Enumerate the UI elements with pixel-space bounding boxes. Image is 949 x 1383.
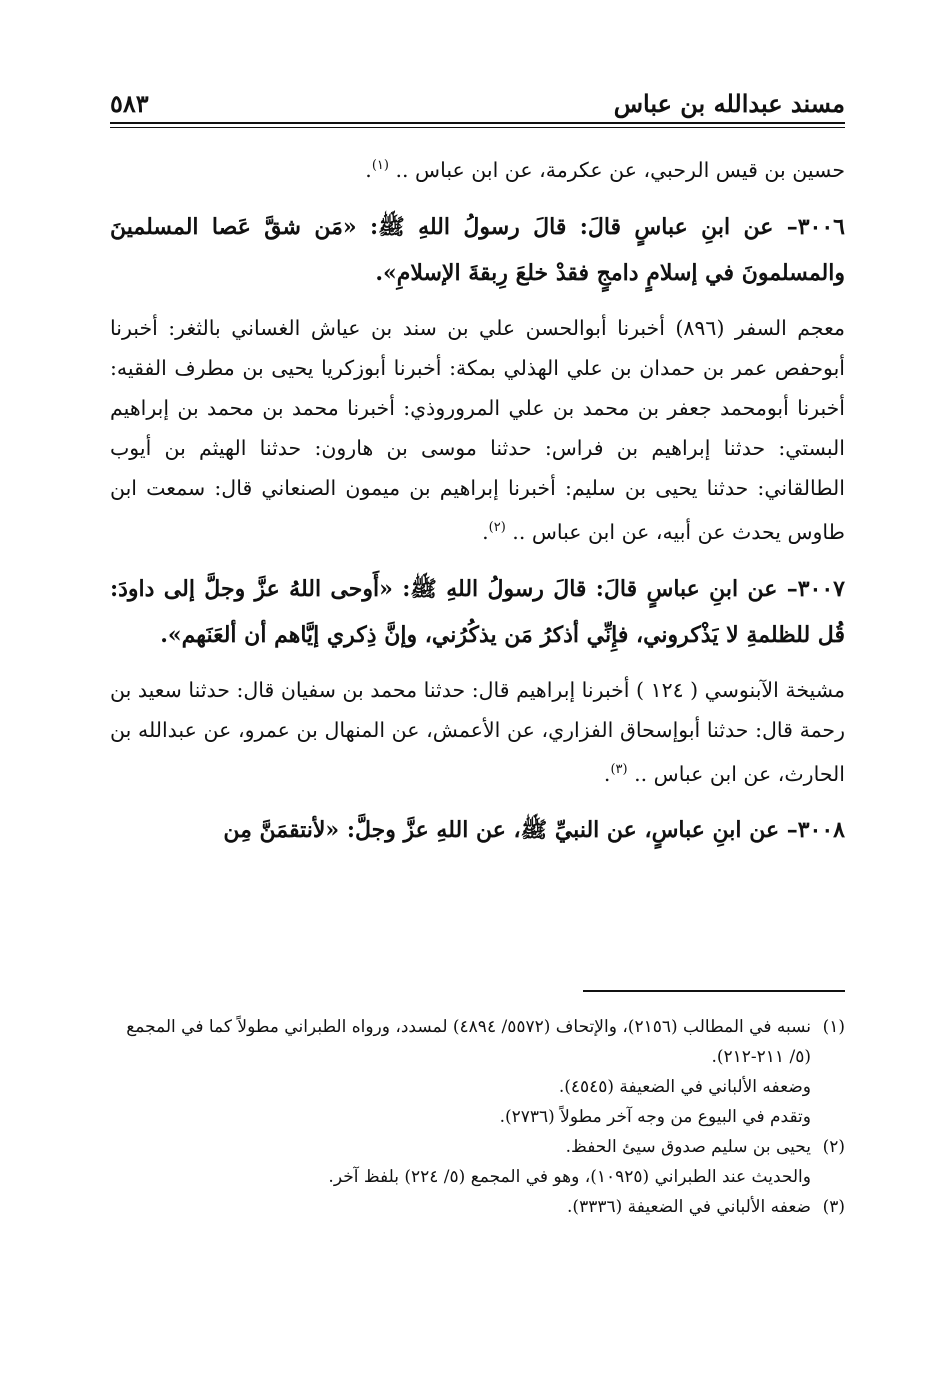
hadith-3007: ٣٠٠٧– عن ابنِ عباسٍ قالَ: قالَ رسولُ اللهِ ﷺ: «أَوحى اللهُ عزَّ وجلَّ إلى داودَ: قُل للظلمةِ لا يَذْكروني، فإِنِّي أذكرُ مَن يذكُرُني، وإنَّ ذِكري إيَّاهم أن ألعَنَهم». (110, 575, 845, 648)
footnote-1 (110, 1012, 845, 1072)
main-text (110, 146, 845, 865)
footnote-2 (110, 1132, 845, 1162)
footnote-3 (110, 1192, 845, 1222)
footnotes (110, 1012, 845, 1222)
header-title: مسند عبدالله بن عباس (613, 89, 845, 118)
footnote-text: ضعفه الألباني في الضعيفة (٣٣٣٦). (567, 1197, 811, 1217)
running-header (110, 88, 845, 118)
source-paragraph-continued: حسين بن قيس الرحبي، عن عكرمة، عن ابن عباس .. $^{(١)}$. (365, 157, 845, 182)
source-paragraph-3006: معجم السفر (٨٩٦) أخبرنا أبوالحسن علي بن سند بن عياش الغساني بالثغر: أخبرنا أبوحفص عمر بن حمدان بن علي الهذلي بمكة: أخبرنا أبوزكريا يحيى بن مطرف الفقيه: أخبرنا أبومحمد جعفر بن محمد بن علي المروروذي: أخبرنا محمد بن محمد بن إبراهيم البستي: حدثنا إبراهيم بن فراس: حدثنا موسى بن هارون: حدثنا الهيثم بن أيوب الطالقاني: حدثنا يحيى بن سليم: أخبرنا إبراهيم بن ميمون الصنعاني قال: سمعت ابن طاوس يحدث عن أبيه، عن ابن عباس .. $^{(٢)}$. (110, 315, 845, 544)
hadith-3006: ٣٠٠٦– عن ابنِ عباسٍ قالَ: قالَ رسولُ اللهِ ﷺ: «مَن شقَّ عَصا المسلمينَ والمسلمونَ في إسلامٍ دامجٍ فقدْ خلعَ رِبقةَ الإسلامِ». (110, 213, 845, 286)
footnote-text: يحيى بن سليم صدوق سيئ الحفظ. (565, 1137, 811, 1157)
footnote-ref: (٢) (488, 519, 506, 535)
book-page (110, 0, 845, 1383)
footnote-text: نسبه في المطالب (٢١٥٦)، والإتحاف (٥٥٧٢/ ٤٨٩٤) لمسدد، ورواه الطبراني مطولاً كما في المجمع (٥/ ٢١١-٢١٢). (126, 1017, 811, 1067)
page-number: ٥٨٣ (110, 89, 149, 118)
footnote-ref: (١) (371, 158, 389, 173)
source-text: مشيخة الآبنوسي ( ١٢٤ ) أخبرنا إبراهيم قال: حدثنا محمد بن سفيان قال: حدثنا سعيد بن رحمة قال: حدثنا أبوإسحاق الفزاري، عن الأعمش، عن المنهال بن عمرو، عن عبدالله بن الحارث، عن ابن عباس .. (110, 677, 846, 786)
footnote-ref: (٣) (610, 761, 628, 777)
footnote-1-line: وضعفه الألباني في الضعيفة (٤٥٤٥). (558, 1077, 811, 1097)
hadith-3008: ٣٠٠٨– عن ابنِ عباسٍ، عن النبيِّ ﷺ، عن اللهِ عزَّ وجلَّ: «لأنتقمَنَّ مِن (223, 817, 845, 844)
source-paragraph-3007: مشيخة الآبنوسي ( ١٢٤ ) أخبرنا إبراهيم قال: حدثنا محمد بن سفيان قال: حدثنا سعيد بن رحمة قال: حدثنا أبوإسحاق الفزاري، عن الأعمش، عن المنهال بن عمرو، عن عبدالله بن الحارث، عن ابن عباس .. $^{(٣)}$. (110, 677, 846, 786)
header-rule (110, 122, 845, 128)
footnote-1-line: وتقدم في البيوع من وجه آخر مطولاً (٢٧٣٦). (499, 1107, 811, 1127)
footnote-2-line: والحديث عند الطبراني (١٠٩٢٥)، وهو في المجمع (٥/ ٢٢٤) بلفظ آخر. (328, 1167, 811, 1187)
source-text: حسين بن قيس الرحبي، عن عكرمة، عن ابن عباس .. (395, 157, 845, 182)
footnote-number: (١) (822, 1017, 845, 1037)
footnote-number: (٣) (822, 1197, 845, 1217)
footnote-number: (٢) (822, 1137, 845, 1157)
footnote-rule (583, 990, 845, 992)
source-text: معجم السفر (٨٩٦) أخبرنا أبوالحسن علي بن سند بن عياش الغساني بالثغر: أخبرنا أبوحفص عمر بن حمدان بن علي الهذلي بمكة: أخبرنا أبوزكريا يحيى بن مطرف الفقيه: أخبرنا أبومحمد جعفر بن محمد بن علي المروروذي: أخبرنا محمد بن محمد بن إبراهيم البستي: حدثنا إبراهيم بن فراس: حدثنا موسى بن هارون: حدثنا الهيثم بن أيوب الطالقاني: حدثنا يحيى بن سليم: أخبرنا إبراهيم بن ميمون الصنعاني قال: سمعت ابن طاوس يحدث عن أبيه، عن ابن عباس .. (110, 315, 845, 544)
